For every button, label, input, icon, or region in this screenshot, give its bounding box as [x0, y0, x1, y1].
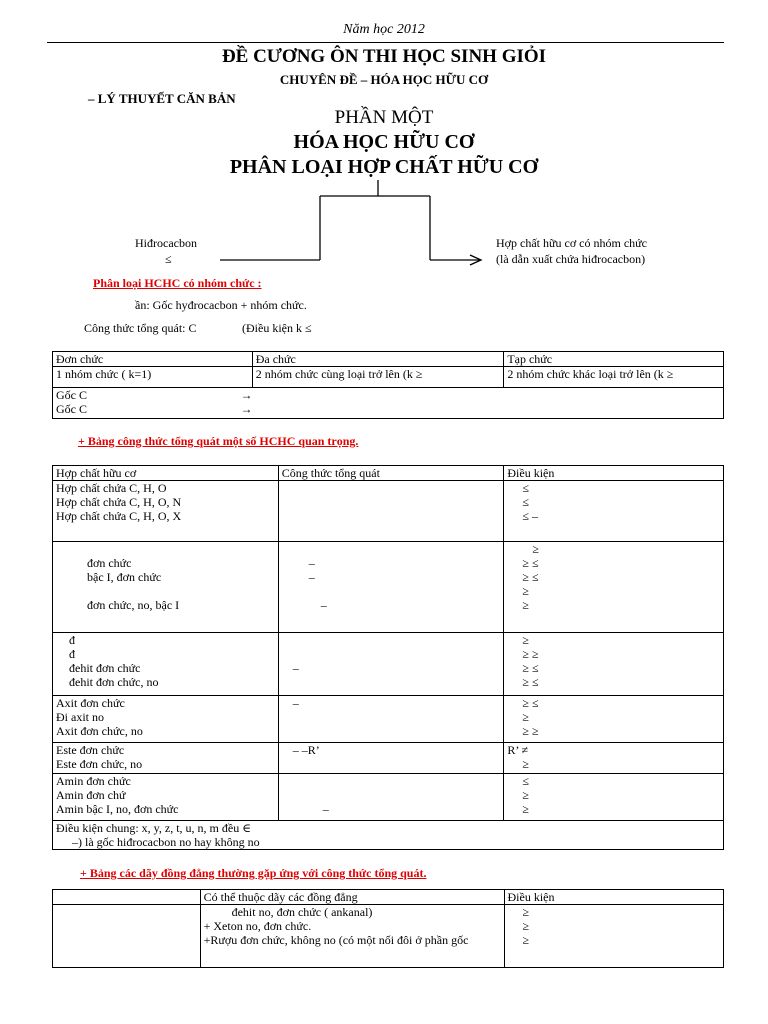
table-header: Công thức tổng quát	[278, 466, 504, 481]
table-header: Điều kiện	[504, 890, 723, 905]
condition-text: ≥	[522, 802, 529, 816]
series-name: + Xeton no, đơn chức.	[203, 919, 312, 933]
formula-text: – –R’	[292, 743, 320, 757]
formula-text: –	[320, 598, 327, 612]
compound-name: Este đơn chức	[56, 743, 125, 757]
hydrocarbon-label: Hiđrocacbon	[135, 236, 197, 250]
compound-name: Đi axit no	[56, 710, 104, 724]
condition-text: ≥ ≤	[522, 556, 539, 570]
condition-text: ≥ ≤	[522, 570, 539, 584]
general-condition-text: Điều kiện chung: x, y, z, t, u, n, m đều ∈	[56, 821, 252, 835]
table-row	[53, 821, 724, 850]
table-header: Đơn chức	[53, 352, 253, 367]
table-row	[53, 542, 724, 633]
compound-name: Hợp chất chứa C, H, O	[56, 481, 167, 495]
table-row	[53, 633, 724, 696]
compound-name: đehit đơn chức	[69, 661, 141, 675]
section3-heading: + Bảng các dãy đồng đẳng thường gặp ứng với công thức tổng quát.	[80, 866, 427, 880]
condition-text: ≤	[522, 481, 529, 495]
condition-text: ≥	[522, 584, 529, 598]
general-formula-condition: (Điều kiện k ≤	[242, 321, 312, 335]
condition-text: ≥ ≥	[522, 724, 539, 738]
table-row	[53, 890, 724, 905]
table-header: Có thể thuộc dãy các đồng đẳng	[200, 890, 504, 905]
series-name: đehit no, đơn chức ( ankanal)	[231, 905, 373, 919]
table-row	[53, 352, 724, 367]
radical-label: Gốc C	[56, 402, 87, 416]
table-row	[53, 466, 724, 481]
general-formula-label: Công thức tổng quát: C	[84, 321, 197, 335]
formula-text: –	[308, 570, 315, 584]
condition-text: ≥	[522, 633, 529, 647]
compound-name: Hợp chất chứa C, H, O, N	[56, 495, 182, 509]
compound-name: Amin đơn chứ	[56, 788, 126, 802]
header-divider	[47, 42, 724, 43]
header-year: Năm học 2012	[343, 22, 425, 37]
table-cell: 1 nhóm chức ( k=1)	[53, 367, 253, 388]
table-header: Tạp chức	[504, 352, 724, 367]
table-cell: 2 nhóm chức khác loại trở lên (k ≥	[504, 367, 724, 388]
part-heading: HÓA HỌC HỮU CƠ	[293, 131, 475, 153]
part-subheading: PHÂN LOẠI HỢP CHẤT HỮU CƠ	[229, 156, 539, 178]
table-row	[53, 905, 724, 968]
section1-heading: Phân loại HCHC có nhóm chức :	[93, 276, 262, 290]
table-row	[53, 696, 724, 743]
compound-name: Este đơn chức, no	[56, 757, 143, 771]
series-name: +Rượu đơn chức, không no (có một nối đôi ở phần gốc	[203, 933, 469, 947]
condition-text: ≥ ≤	[522, 696, 539, 710]
section1-line1: ần: Gốc hyđrocacbon + nhóm chức.	[135, 298, 307, 312]
table-header: Hợp chất hữu cơ	[53, 466, 279, 481]
formula-text: –	[292, 696, 299, 710]
arrow-icon: →	[240, 388, 253, 402]
condition-text: ≤	[522, 774, 529, 788]
classification-diagram	[0, 180, 768, 270]
formula-text: –	[322, 802, 329, 816]
condition-text: ≥	[522, 919, 530, 933]
theory-heading: – LÝ THUYẾT CĂN BẢN	[88, 91, 236, 106]
table-row	[53, 481, 724, 542]
condition-text: ≥	[522, 757, 529, 771]
condition-text: ≤	[522, 495, 529, 509]
document-title: ĐỀ CƯƠNG ÔN THI HỌC SINH GIỎI	[221, 46, 547, 67]
functional-compound-label: Hợp chất hữu cơ có nhóm chức	[496, 236, 647, 250]
section2-heading: + Bảng công thức tổng quát một số HCHC quan trọng.	[78, 434, 359, 448]
formula-text: –	[292, 661, 299, 675]
table-row	[53, 774, 724, 821]
compound-name: đehit đơn chức, no	[69, 675, 159, 689]
table-cell	[53, 905, 201, 968]
table-header: Đa chức	[252, 352, 504, 367]
compound-name: Axit đơn chức	[56, 696, 125, 710]
general-formula-table	[52, 465, 724, 850]
functional-compound-note: (là dẫn xuất chứa hiđrocacbon)	[496, 252, 646, 266]
hydrocarbon-condition: ≤	[165, 252, 172, 266]
table-cell: 2 nhóm chức cùng loại trở lên (k ≥	[252, 367, 504, 388]
formula-text: –	[308, 556, 315, 570]
condition-text: ≥ ≥	[522, 647, 539, 661]
condition-text: ≥	[532, 542, 539, 556]
table-row	[53, 743, 724, 774]
condition-text: ≥ ≤	[522, 675, 539, 689]
condition-text: R’ ≠	[507, 743, 529, 757]
table-header: Điều kiện	[504, 466, 724, 481]
table-row	[53, 367, 724, 388]
compound-name: đơn chức	[87, 556, 132, 570]
arrow-icon: →	[240, 402, 253, 416]
condition-text: ≥	[522, 598, 529, 612]
condition-text: ≥	[522, 933, 530, 947]
table-row	[53, 388, 724, 419]
condition-text: ≥	[522, 710, 529, 724]
formula-cell	[278, 481, 504, 542]
compound-name: Amin bậc I, no, đơn chức	[56, 802, 179, 816]
compound-name: Axit đơn chức, no	[56, 724, 143, 738]
compound-name: Hợp chất chứa C, H, O, X	[56, 509, 182, 523]
part-title: PHẦN MỘT	[334, 107, 434, 128]
classification-table	[52, 351, 724, 419]
condition-text: ≥	[522, 788, 529, 802]
compound-name: Amin đơn chức	[56, 774, 131, 788]
condition-text: ≥	[522, 905, 530, 919]
compound-name: bậc I, đơn chức	[87, 570, 162, 584]
compound-name: đ	[69, 633, 75, 647]
homologous-series-table	[52, 889, 724, 968]
table-header	[53, 890, 201, 905]
condition-text: ≤ –	[522, 509, 538, 523]
compound-name: đơn chức, no, bậc I	[87, 598, 180, 612]
document-subtitle: CHUYÊN ĐỀ – HÓA HỌC HỮU CƠ	[279, 72, 489, 87]
compound-name: đ	[69, 647, 75, 661]
radical-label: Gốc C	[56, 388, 87, 402]
condition-text: ≥ ≤	[522, 661, 539, 675]
general-condition-note: –) là gốc hiđrocacbon no hay không no	[72, 835, 260, 849]
